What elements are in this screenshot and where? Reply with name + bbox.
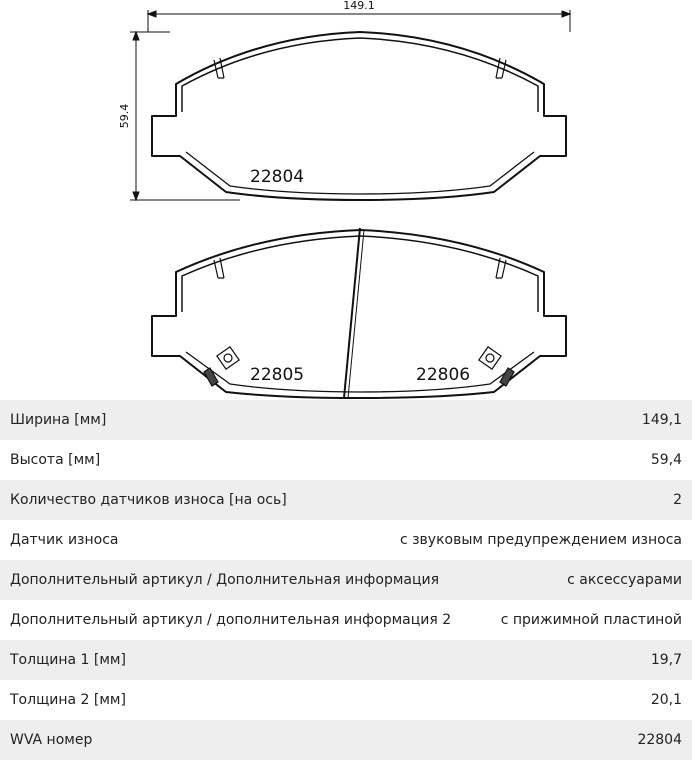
- spec-row-additional-info-2: [0, 600, 692, 640]
- spec-row-additional-info: [0, 560, 692, 600]
- top-brake-pad: [152, 32, 566, 200]
- spec-value: 19,7: [650, 652, 682, 668]
- spec-value: с звуковым предупреждением износа: [399, 532, 682, 548]
- spec-label: WVA номер: [10, 732, 93, 748]
- spec-label: Дополнительный артикул / дополнительная информация 2: [10, 612, 452, 628]
- spec-value: 22804: [637, 732, 682, 748]
- spec-label: Ширина [мм]: [10, 412, 107, 428]
- spec-row-thickness-2: [0, 680, 692, 720]
- spec-value: 20,1: [650, 692, 682, 708]
- spec-label: Датчик износа: [10, 532, 119, 548]
- bottom-left-pad-number: 22805: [250, 365, 305, 385]
- spec-row-width: [0, 400, 692, 440]
- spec-row-wva-number: [0, 720, 692, 760]
- specifications-table: [0, 400, 692, 760]
- spec-label: Дополнительный артикул / Дополнительная информация: [10, 572, 440, 588]
- width-dimension-label: 149.1: [343, 0, 375, 12]
- spec-label: Количество датчиков износа [на ось]: [10, 492, 287, 508]
- spec-label: Толщина 1 [мм]: [10, 652, 126, 668]
- height-dimension: [130, 32, 240, 200]
- spec-value: с прижимной пластиной: [500, 612, 682, 628]
- spec-row-wear-sensor: [0, 520, 692, 560]
- spec-value: с аксессуарами: [567, 572, 682, 588]
- spec-row-sensor-count: [0, 480, 692, 520]
- spec-value: 2: [673, 492, 682, 508]
- spec-row-height: [0, 440, 692, 480]
- wear-sensor-right: [479, 347, 514, 386]
- spec-label: Высота [мм]: [10, 452, 101, 468]
- spec-row-thickness-1: [0, 640, 692, 680]
- spec-label: Толщина 2 [мм]: [10, 692, 126, 708]
- width-dimension: [148, 10, 570, 32]
- top-pad-number: 22804: [250, 167, 305, 187]
- bottom-right-pad-number: 22806: [416, 365, 471, 385]
- wear-sensor-left: [204, 347, 239, 386]
- spec-value: 59,4: [650, 452, 682, 468]
- spec-value: 149,1: [641, 412, 682, 428]
- bottom-brake-pad: [152, 228, 566, 398]
- height-dimension-label: 59.4: [118, 103, 131, 129]
